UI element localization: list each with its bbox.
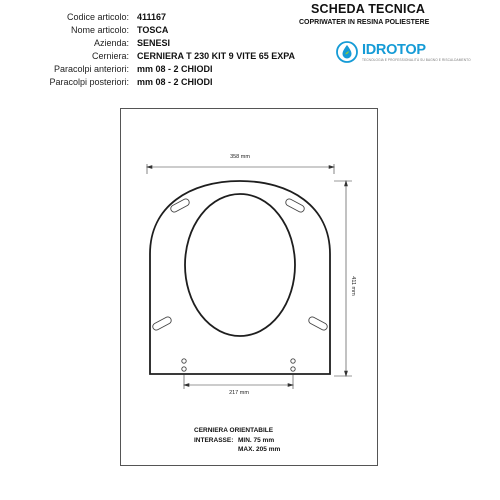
seat-outer-outline: [150, 181, 330, 374]
spec-row-codice: [0, 11, 320, 24]
hinge-holes: [182, 359, 295, 371]
hinge-dimension: [184, 374, 293, 389]
note-interasse-row: [194, 436, 273, 446]
spec-value: mm 08 - 2 CHIODI: [137, 64, 213, 74]
logo-text: IDROTOP: [362, 42, 426, 58]
spec-label: Azienda:: [93, 38, 129, 48]
spec-table: [0, 11, 320, 89]
doc-subtitle: COPRIWATER IN RESINA POLIESTERE: [299, 19, 430, 26]
seat-drawing: [120, 108, 378, 466]
note-title: CERNIERA ORIENTABILE: [194, 427, 274, 434]
spec-value: TOSCA: [137, 25, 169, 35]
width-dimension: [147, 164, 334, 174]
spec-value: CERNIERA T 230 KIT 9 VITE 65 EXPA: [137, 51, 296, 61]
note-max-row: [194, 445, 281, 455]
spec-label: Paracolpi posteriori:: [49, 77, 129, 87]
note-interasse-label: INTERASSE:: [194, 436, 234, 444]
spec-value: mm 08 - 2 CHIODI: [137, 77, 213, 87]
spec-value: SENESI: [137, 38, 171, 48]
bumper-slots: [152, 198, 329, 332]
seat-inner-opening: [185, 194, 295, 336]
spec-row-azienda: [0, 37, 320, 50]
spec-value: 411167: [137, 12, 167, 22]
spec-label: Codice articolo:: [66, 12, 129, 22]
spec-label: Cerniera:: [91, 51, 129, 61]
hinge-dimension-label: 217 mm: [229, 390, 249, 396]
spec-row-paracolpi-anteriori: [0, 63, 320, 76]
spec-row-cerniera: [0, 50, 320, 63]
water-drop-icon: [336, 41, 358, 63]
height-dimension: [334, 181, 352, 376]
brand-logo: [336, 41, 471, 65]
width-dimension-label: 358 mm: [230, 154, 250, 160]
spec-row-nome: [0, 24, 320, 37]
spec-label: Paracolpi anteriori:: [53, 64, 129, 74]
logo-tagline: TECNOLOGIA E PROFESSIONALITÀ SU BAGNO E RISCALDAMENTO: [362, 58, 471, 62]
hinge-notes: [194, 426, 281, 455]
height-dimension-label: 411 mm: [350, 276, 356, 296]
doc-title: SCHEDA TECNICA: [311, 2, 426, 16]
note-min: MIN. 75 mm: [238, 436, 275, 444]
spec-label: Nome articolo:: [70, 25, 129, 35]
spec-row-paracolpi-posteriori: [0, 76, 320, 89]
note-max: MAX. 205 mm: [238, 446, 281, 453]
